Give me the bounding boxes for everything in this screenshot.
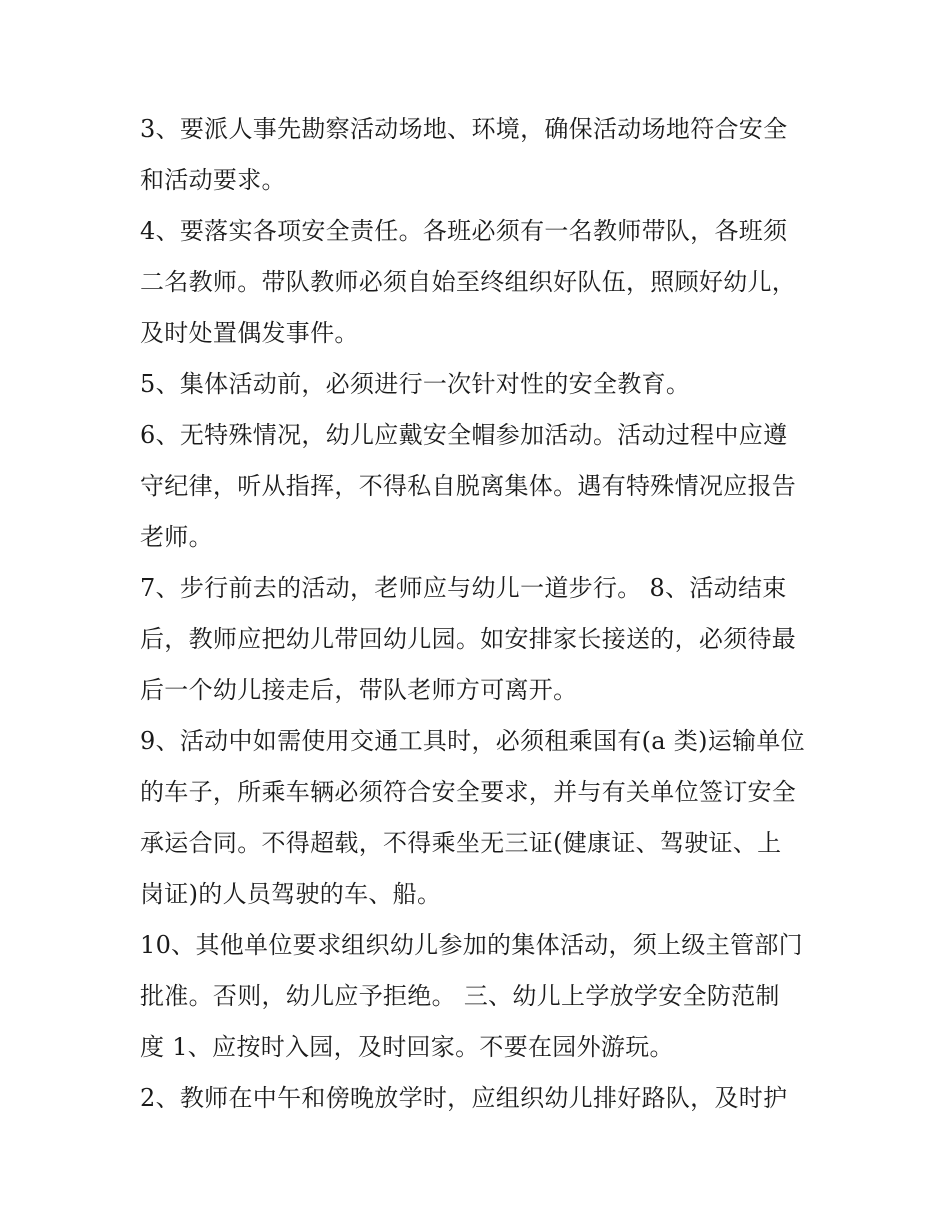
text-line: 后，教师应把幼儿带回幼儿园。如安排家长接送的，必须待最	[140, 625, 797, 653]
text-line: 5、集体活动前，必须进行一次针对性的安全教育。	[140, 370, 691, 398]
text-line: 度 1、应按时入园，及时回家。不要在园外游玩。	[140, 1033, 674, 1061]
document-body	[140, 104, 820, 1124]
text-line: 和活动要求。	[140, 166, 286, 194]
text-line: 6、无特殊情况，幼儿应戴安全帽参加活动。活动过程中应遵	[140, 421, 788, 449]
text-line: 的车子，所乘车辆必须符合安全要求，并与有关单位签订安全	[140, 778, 797, 806]
text-line: 守纪律，听从指挥，不得私自脱离集体。遇有特殊情况应报告	[140, 472, 797, 500]
text-line: 老师。	[140, 523, 213, 551]
text-line: 9、活动中如需使用交通工具时，必须租乘国有(a 类)运输单位	[140, 727, 805, 755]
text-line: 4、要落实各项安全责任。各班必须有一名教师带队，各班须	[140, 217, 788, 245]
text-line: 批准。否则，幼儿应予拒绝。 三、幼儿上学放学安全防范制	[140, 982, 780, 1010]
text-line: 10、其他单位要求组织幼儿参加的集体活动，须上级主管部门	[140, 931, 803, 959]
text-line: 2、教师在中午和傍晚放学时，应组织幼儿排好路队，及时护	[140, 1084, 788, 1112]
text-line: 二名教师。带队教师必须自始至终组织好队伍，照顾好幼儿，	[140, 268, 797, 296]
text-line: 7、步行前去的活动，老师应与幼儿一道步行。 8、活动结束	[140, 574, 787, 602]
text-line: 承运合同。不得超载，不得乘坐无三证(健康证、驾驶证、上	[140, 829, 782, 857]
text-line: 3、要派人事先勘察活动场地、环境，确保活动场地符合安全	[140, 115, 788, 143]
text-line: 岗证)的人员驾驶的车、船。	[140, 880, 442, 908]
text-line: 后一个幼儿接走后，带队老师方可离开。	[140, 676, 578, 704]
text-line: 及时处置偶发事件。	[140, 319, 359, 347]
